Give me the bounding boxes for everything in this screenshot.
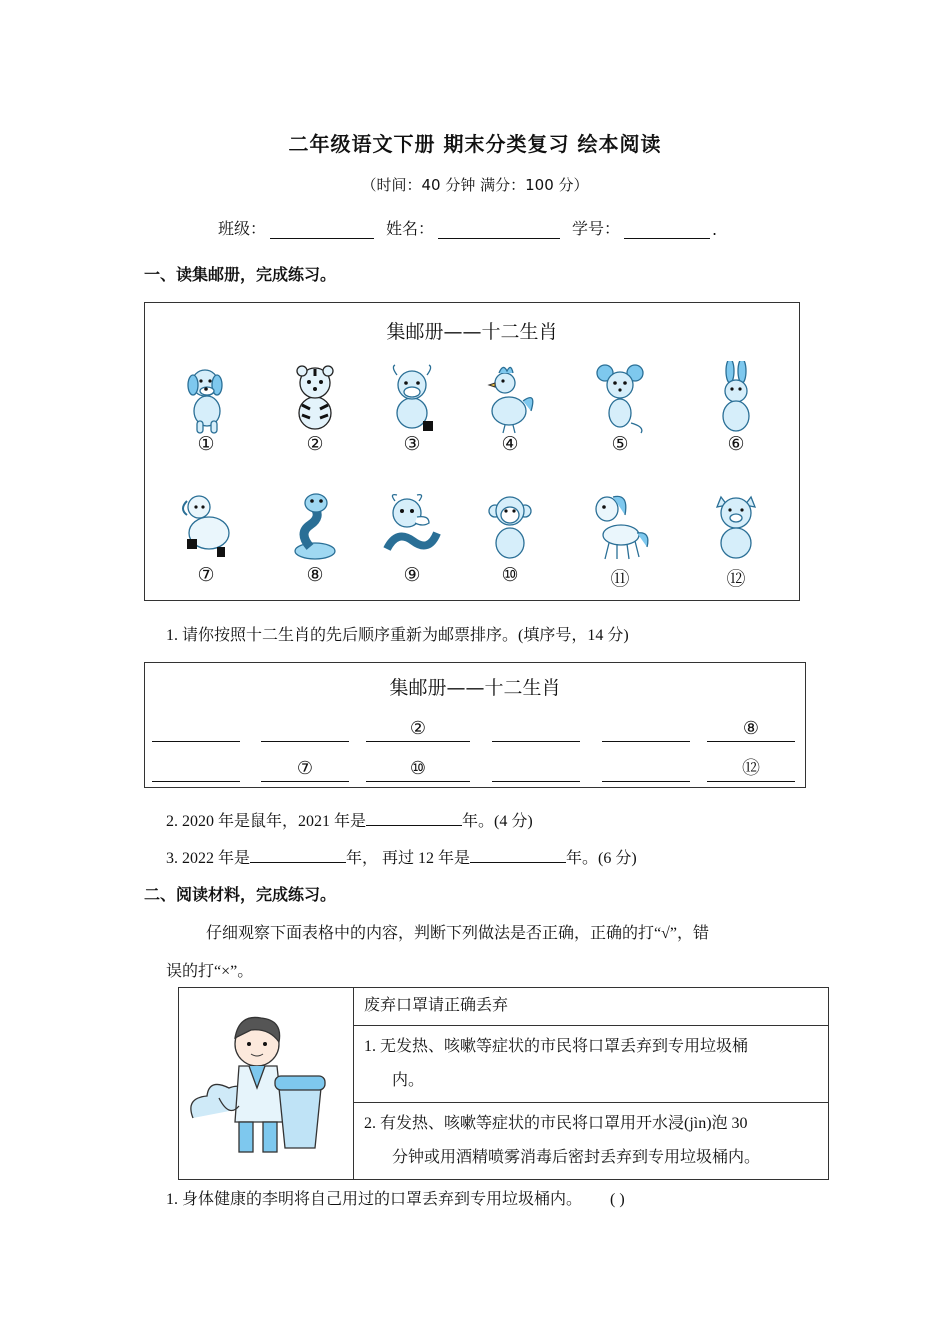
question-2-text-end: 年。(4 分)	[462, 813, 533, 830]
stamp-number: ③	[403, 433, 421, 455]
table-illustration-cell	[179, 988, 354, 1180]
boy-with-trash-bin-illustration	[179, 988, 353, 1174]
question-3-text-mid: 年， 再过 12 年是	[346, 850, 471, 867]
answer-slot[interactable]	[261, 717, 349, 742]
section1-heading: 一、读集邮册，完成练习。	[144, 265, 337, 284]
rule-1-line1: 1. 无发热、咳嗽等症状的市民将口罩丢弃到专用垃圾桶	[364, 1037, 749, 1055]
student-info-row	[218, 216, 717, 239]
section2-intro-line2: 误的打“×”。	[166, 963, 254, 980]
stamp-number: ②	[306, 433, 324, 455]
answer-slot[interactable]	[152, 757, 240, 782]
question-2-text: 2. 2020 年是鼠年，2021 年是	[166, 813, 367, 830]
section2-question-1-text: 1. 身体健康的李明将自己用过的口罩丢弃到专用垃圾桶内。	[166, 1191, 583, 1208]
stamp-number: ⑩	[501, 564, 519, 586]
question-3-blank-2[interactable]	[470, 846, 566, 863]
name-field[interactable]	[438, 220, 560, 239]
table-title-cell	[354, 988, 829, 1026]
class-label: 班级：	[218, 219, 267, 238]
mask-disposal-table	[178, 987, 829, 1180]
section2-question-1	[166, 1186, 625, 1209]
question-2	[166, 808, 533, 831]
answer-slot[interactable]: ⑩	[366, 757, 470, 782]
stamp-number: ⑤	[611, 433, 629, 455]
name-label: 姓名：	[386, 219, 435, 238]
answer-slot[interactable]	[152, 717, 240, 742]
dragon-stamp-image	[377, 489, 447, 563]
sheep-stamp-image	[171, 489, 241, 563]
answer-slot[interactable]	[492, 757, 580, 782]
end-mark: .	[712, 220, 718, 239]
stamp-number: ⑫	[726, 568, 746, 590]
id-label: 学号：	[572, 219, 621, 238]
stamp-number: ⑥	[727, 433, 745, 455]
answer-slot[interactable]	[492, 717, 580, 742]
question-3	[166, 845, 637, 868]
stamp-album	[144, 302, 800, 601]
answer-album	[144, 662, 806, 788]
section2-intro-line1: 仔细观察下面表格中的内容，判断下列做法是否正确，正确的打“√”，错	[206, 925, 709, 942]
answer-album-title: 集邮册——十二生肖	[389, 677, 561, 699]
pig-stamp-image	[701, 489, 771, 563]
rule-1-cell	[354, 1025, 829, 1102]
horse-stamp-image	[585, 489, 655, 563]
rabbit-stamp-image	[701, 361, 771, 435]
question-2-blank[interactable]	[366, 809, 462, 826]
tiger-stamp-image	[280, 361, 350, 435]
question-3-blank-1[interactable]	[250, 846, 346, 863]
table-title: 废弃口罩请正确丢弃	[364, 997, 509, 1014]
rule-2-cell	[354, 1102, 829, 1179]
stamp-number: ⑦	[197, 564, 215, 586]
answer-slot[interactable]	[602, 717, 690, 742]
album-title: 集邮册——十二生肖	[386, 321, 558, 343]
rat-stamp-image	[585, 361, 655, 435]
answer-slot[interactable]: ②	[366, 717, 470, 742]
answer-slot[interactable]: ⑫	[707, 757, 795, 782]
stamp-number: ⑨	[403, 564, 421, 586]
rule-1-line2: 内。	[392, 1071, 425, 1089]
page-title: 二年级语文下册 期末分类复习 绘本阅读	[288, 132, 662, 156]
stamp-number: ⑪	[610, 568, 630, 590]
answer-slot[interactable]	[602, 757, 690, 782]
rule-2-line2: 分钟或用酒精喷雾消毒后密封丢弃到专用垃圾桶内。	[392, 1148, 761, 1166]
stamp-number: ①	[197, 433, 215, 455]
stamp-number: ⑧	[306, 564, 324, 586]
ox-stamp-image	[377, 361, 447, 435]
exam-info: （时间：40 分钟 满分：100 分）	[361, 176, 589, 194]
answer-slot[interactable]: ⑦	[261, 757, 349, 782]
monkey-stamp-image	[475, 489, 545, 563]
rule-2-line1: 2. 有发热、咳嗽等症状的市民将口罩用开水浸(jìn)泡 30	[364, 1114, 748, 1132]
section2-heading: 二、阅读材料，完成练习。	[144, 885, 337, 904]
answer-slot[interactable]: ⑧	[707, 717, 795, 742]
rooster-stamp-image	[475, 361, 545, 435]
class-field[interactable]	[270, 220, 374, 239]
dog-stamp-image	[171, 361, 241, 435]
question-3-text-end: 年。(6 分)	[566, 850, 637, 867]
stamp-number: ④	[501, 433, 519, 455]
answer-parentheses[interactable]: ( )	[610, 1191, 625, 1208]
question-3-text: 3. 2022 年是	[166, 850, 251, 867]
snake-stamp-image	[280, 489, 350, 563]
id-field[interactable]	[624, 220, 710, 239]
question-1: 1. 请你按照十二生肖的先后顺序重新为邮票排序。(填序号，14 分)	[166, 627, 629, 644]
